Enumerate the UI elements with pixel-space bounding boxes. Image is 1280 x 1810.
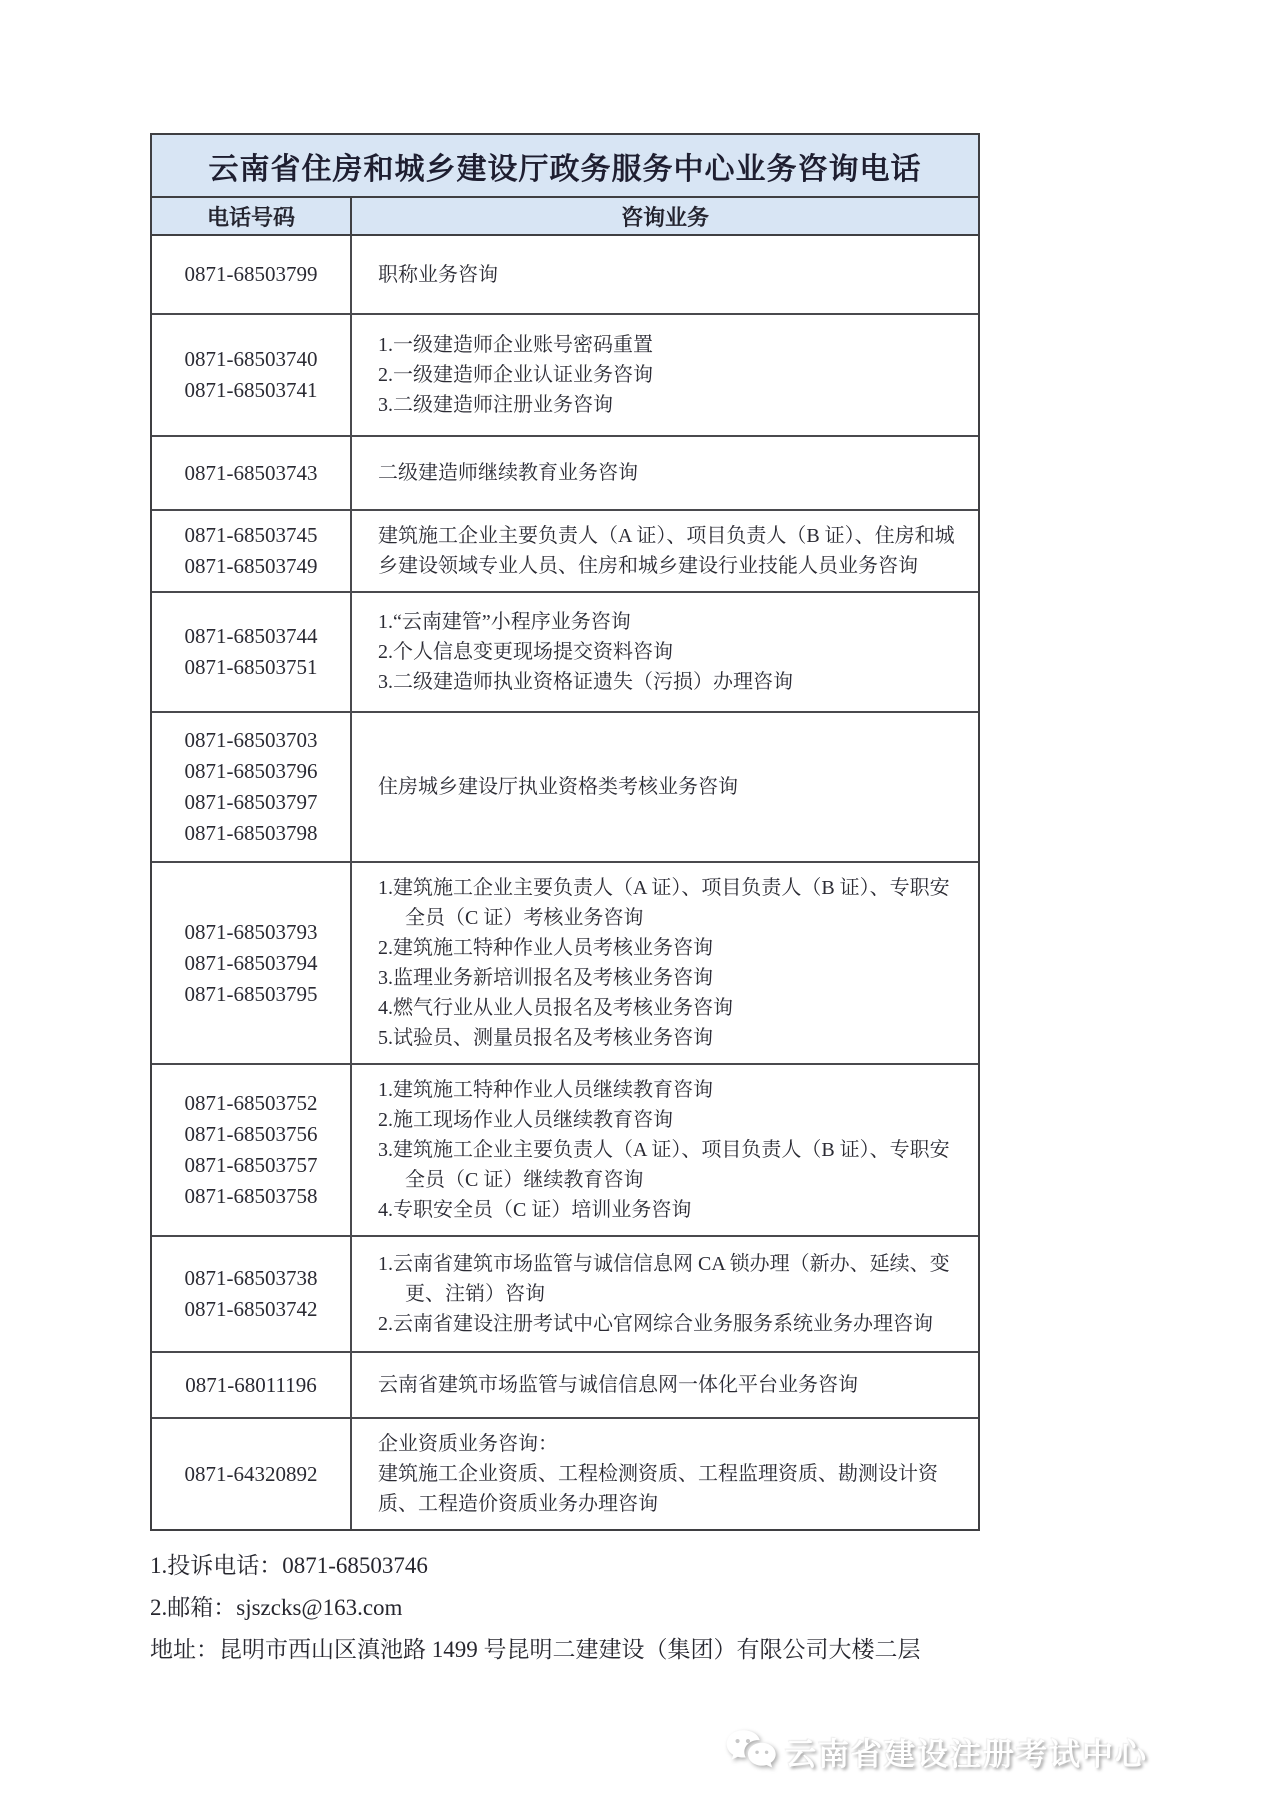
phone-cell (152, 863, 352, 1063)
phone-number: 0871-68503799 (184, 262, 318, 286)
header-consult-service: 咨询业务 (620, 204, 709, 230)
table-row (152, 711, 978, 861)
phone-number: 0871-68503793 (184, 919, 318, 944)
service-cell (352, 315, 978, 435)
phone-number: 0871-68503740 (184, 347, 318, 371)
phone-cell (152, 1065, 352, 1235)
table-row (152, 509, 978, 591)
phone-cell (152, 1237, 352, 1351)
service-item: 2.云南省建设注册考试中心官网综合业务服务系统业务办理咨询 (378, 1313, 933, 1335)
service-cell (352, 236, 978, 313)
service-item: 建筑施工企业主要负责人（A 证）、项目负责人（B 证）、住房和城乡建设领域专业人员、住房和城乡建设行业技能人员业务咨询 (378, 525, 955, 577)
table-title: 云南省住房和城乡建设厅政务服务中心业务咨询电话 (152, 135, 978, 198)
phone-number: 0871-68503744 (184, 624, 318, 648)
table-header-row (152, 198, 978, 236)
service-item: 二级建造师继续教育业务咨询 (378, 462, 638, 484)
service-item: 1.云南省建筑市场监管与诚信信息网 CA 锁办理（新办、延续、变更、注销）咨询 (378, 1253, 950, 1305)
service-item: 1.建筑施工特种作业人员继续教育咨询 (378, 1079, 713, 1101)
phone-number: 0871-64320892 (184, 1461, 318, 1486)
service-item: 2.一级建造师企业认证业务咨询 (378, 364, 653, 386)
phone-number: 0871-68503795 (184, 981, 318, 1006)
phone-cell (152, 593, 352, 711)
service-item: 2.个人信息变更现场提交资料咨询 (378, 641, 673, 663)
service-item: 5.试验员、测量员报名及考核业务咨询 (378, 1027, 713, 1049)
phone-cell (152, 713, 352, 861)
service-cell (352, 437, 978, 509)
phone-cell (152, 315, 352, 435)
watermark-label: 云南省建设注册考试中心 (785, 1736, 1148, 1772)
phone-cell (152, 1353, 352, 1417)
phone-number: 0871-68503752 (184, 1091, 318, 1115)
service-cell (352, 1237, 978, 1351)
phone-number: 0871-68503743 (184, 460, 318, 485)
phone-number: 0871-68503794 (184, 950, 318, 975)
phone-number: 0871-68503797 (184, 790, 318, 814)
phone-cell (152, 236, 352, 313)
watermark (725, 1728, 1148, 1774)
address-line: 地址：昆明市西山区滇池路 1499 号昆明二建建设（集团）有限公司大楼二层 (150, 1637, 921, 1662)
service-item: 3.监理业务新培训报名及考核业务咨询 (378, 967, 713, 989)
service-cell (352, 593, 978, 711)
complaint-phone-line: 1.投诉电话：0871-68503746 (150, 1553, 428, 1578)
phone-number: 0871-68503756 (184, 1122, 318, 1146)
phone-cell (152, 1419, 352, 1529)
service-item: 4.燃气行业从业人员报名及考核业务咨询 (378, 997, 733, 1019)
service-item: 云南省建筑市场监管与诚信信息网一体化平台业务咨询 (378, 1374, 858, 1396)
service-item: 1.“云南建管”小程序业务咨询 (378, 611, 631, 633)
service-item: 2.建筑施工特种作业人员考核业务咨询 (378, 937, 713, 959)
phone-number: 0871-68503741 (184, 378, 318, 402)
service-item: 3.建筑施工企业主要负责人（A 证）、项目负责人（B 证）、专职安全员（C 证）继续教育咨询 (378, 1139, 950, 1191)
table-row (152, 861, 978, 1063)
phone-number: 0871-68503738 (184, 1266, 318, 1290)
phone-number: 0871-68503796 (184, 759, 318, 783)
service-item: 建筑施工企业资质、工程检测资质、工程监理资质、勘测设计资质、工程造价资质业务办理咨询 (378, 1463, 938, 1515)
service-item: 企业资质业务咨询： (378, 1433, 558, 1455)
table-row (152, 313, 978, 435)
phone-cell (152, 511, 352, 591)
wechat-icon (725, 1728, 777, 1774)
service-item: 2.施工现场作业人员继续教育咨询 (378, 1109, 673, 1131)
phone-number: 0871-68503798 (184, 821, 318, 845)
service-item: 1.建筑施工企业主要负责人（A 证）、项目负责人（B 证）、专职安全员（C 证）考核业务咨询 (378, 877, 950, 929)
phone-number: 0871-68503745 (184, 523, 318, 547)
service-cell (352, 1065, 978, 1235)
table-row (152, 236, 978, 313)
service-cell (352, 1353, 978, 1417)
table-row (152, 1417, 978, 1529)
phone-number: 0871-68503749 (184, 554, 318, 578)
table-row (152, 591, 978, 711)
table-row (152, 1351, 978, 1417)
phone-number: 0871-68503757 (184, 1153, 318, 1177)
table-row (152, 1063, 978, 1235)
service-cell (352, 713, 978, 861)
service-cell (352, 511, 978, 591)
service-cell (352, 1419, 978, 1529)
header-phone-number: 电话号码 (152, 198, 352, 234)
phone-directory-table (150, 133, 980, 1531)
phone-number: 0871-68503742 (184, 1297, 318, 1321)
table-row (152, 435, 978, 509)
service-item: 1.一级建造师企业账号密码重置 (378, 334, 653, 356)
footer-notes (150, 1545, 1070, 1671)
phone-number: 0871-68503758 (184, 1184, 318, 1208)
service-item: 4.专职安全员（C 证）培训业务咨询 (378, 1199, 692, 1221)
service-cell (352, 863, 978, 1063)
service-item: 住房城乡建设厅执业资格类考核业务咨询 (378, 776, 738, 798)
table-row (152, 1235, 978, 1351)
email-line: 2.邮箱：sjszcks@163.com (150, 1595, 403, 1620)
service-item: 3.二级建造师注册业务咨询 (378, 394, 613, 416)
service-item: 职称业务咨询 (378, 263, 498, 286)
phone-number: 0871-68503751 (184, 655, 318, 679)
phone-number: 0871-68503703 (184, 728, 318, 752)
phone-cell (152, 437, 352, 509)
service-item: 3.二级建造师执业资格证遗失（污损）办理咨询 (378, 671, 793, 693)
phone-number: 0871-68011196 (185, 1372, 317, 1397)
